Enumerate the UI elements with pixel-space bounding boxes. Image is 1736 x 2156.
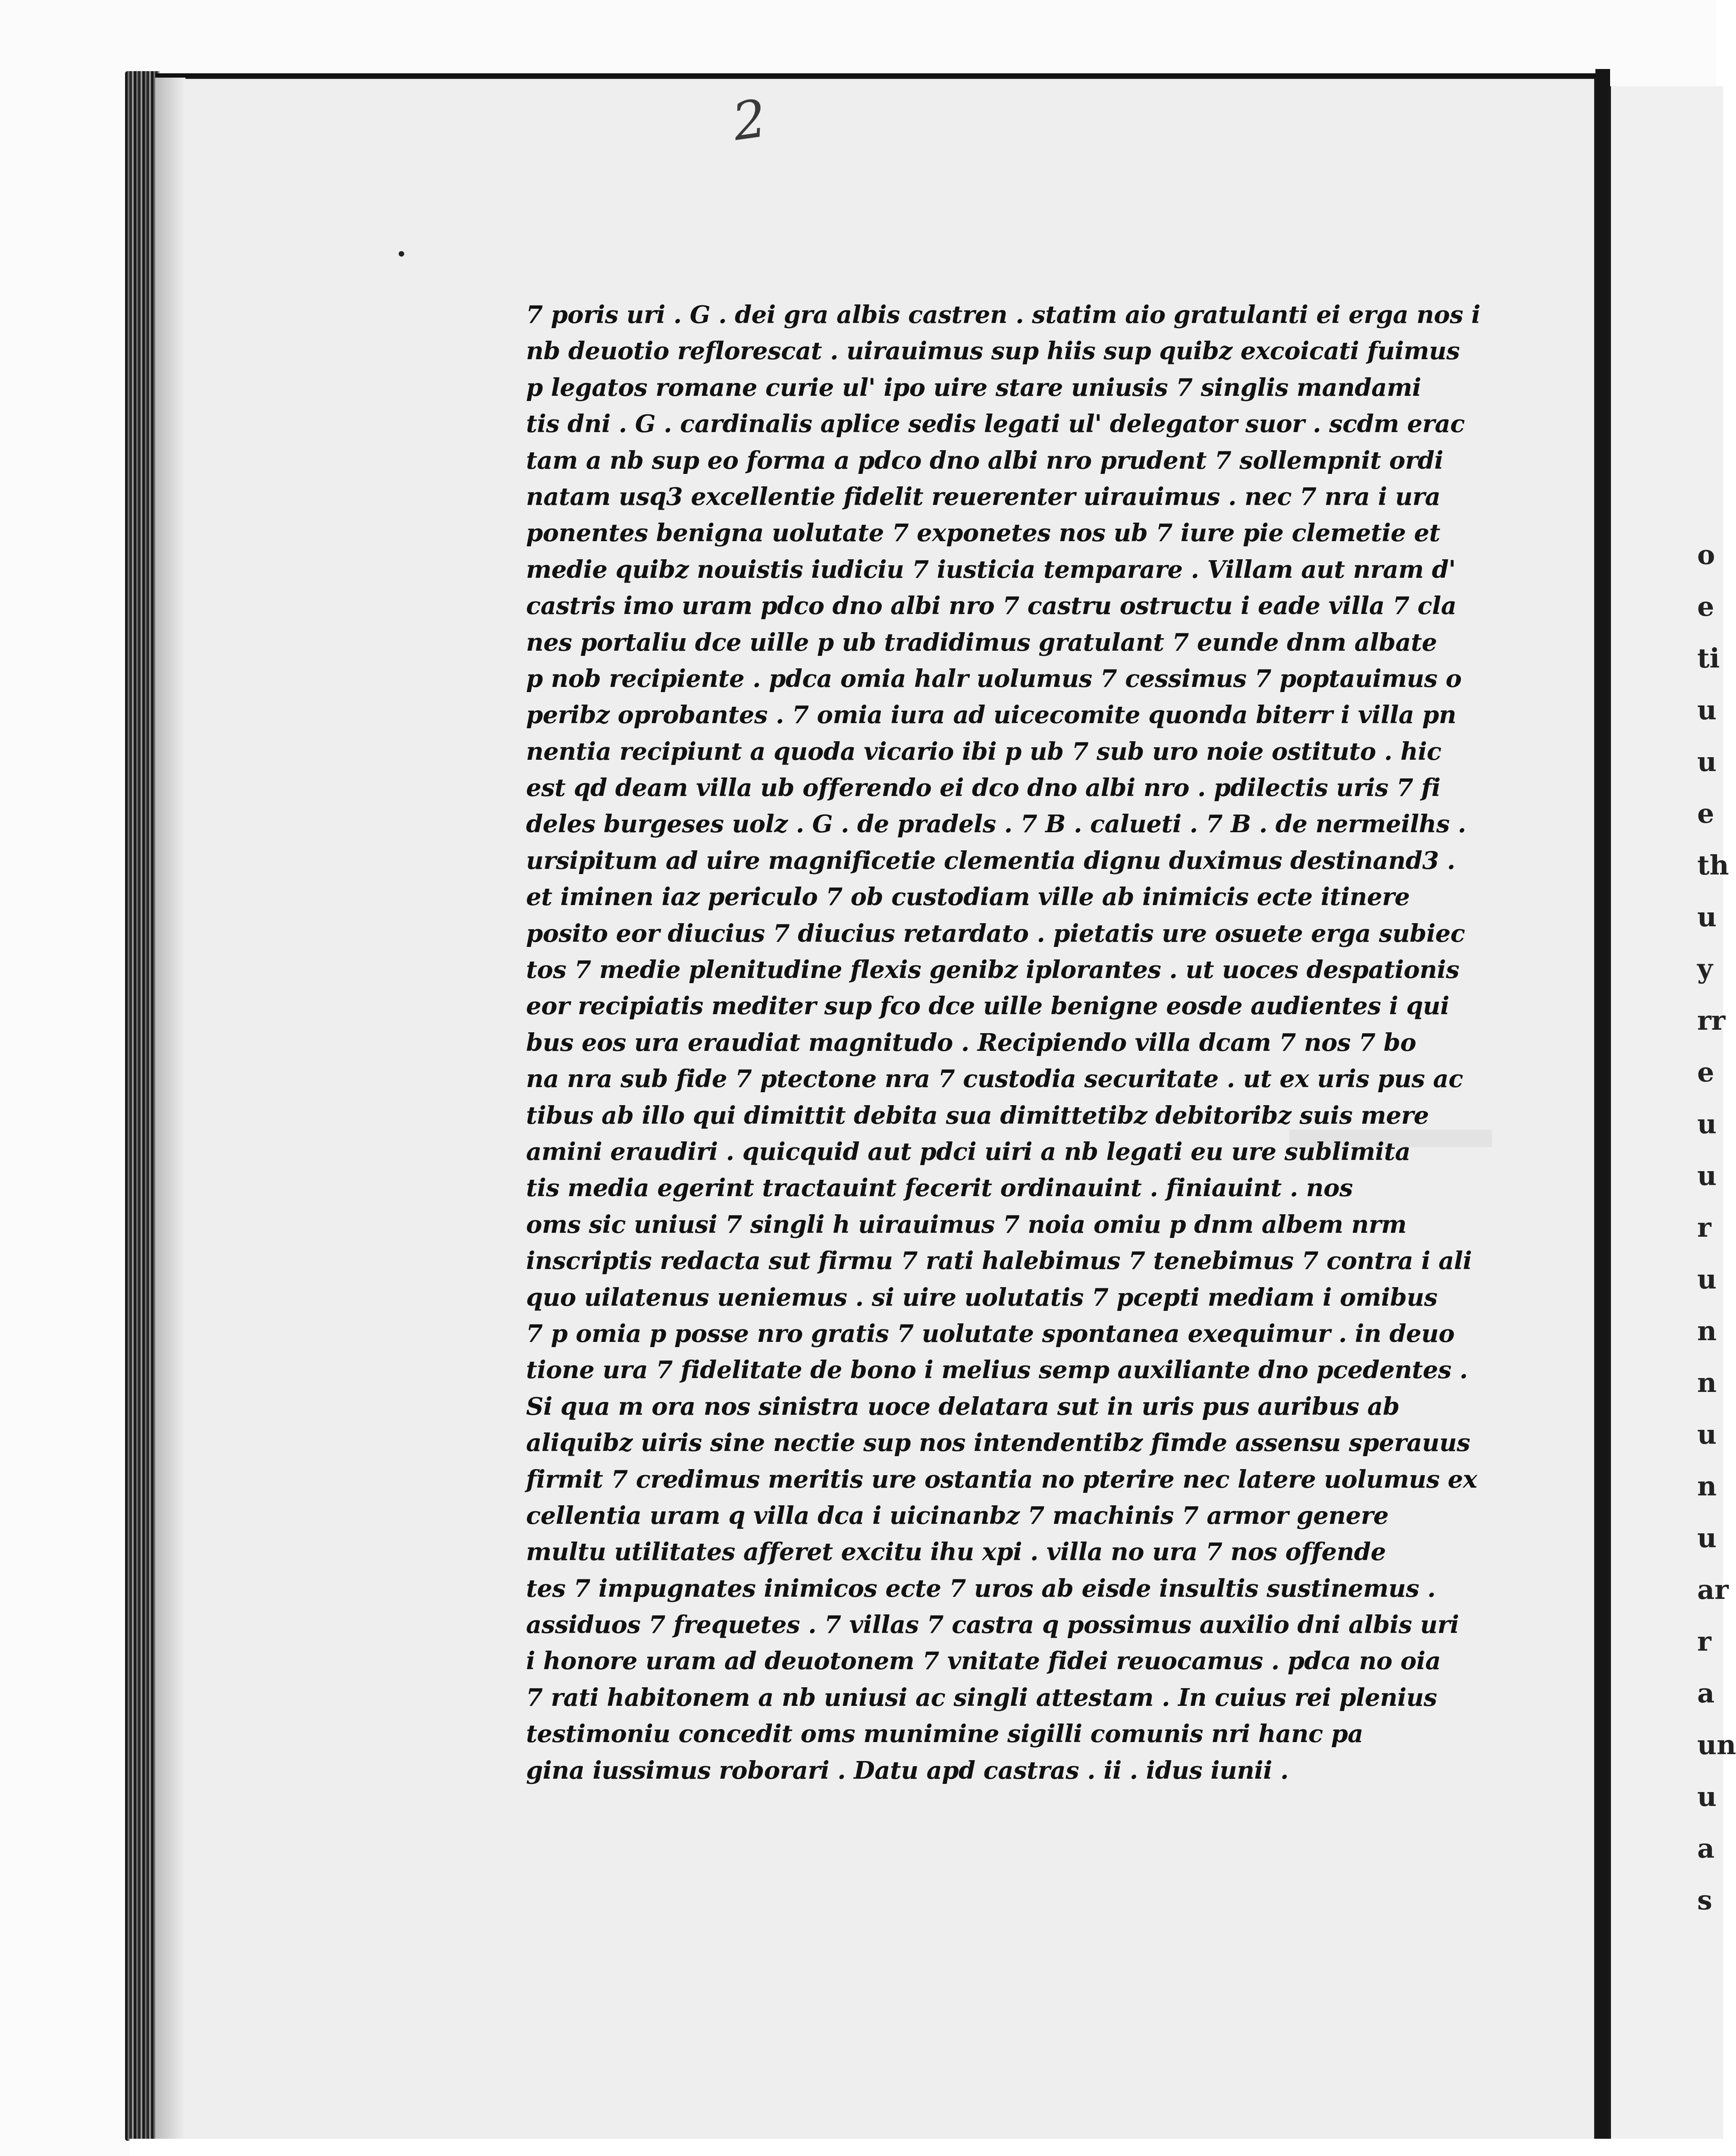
- facing-page-fragment: u: [1697, 746, 1717, 777]
- text-line: bus eos ura eraudiat magnitudo . Recipiendo villa dcam 7 nos 7 bo: [526, 1028, 1416, 1057]
- text-line: tam a nb sup eo forma a pdco dno albi nro prudent 7 sollempnit ordi: [526, 446, 1444, 475]
- facing-page-fragment: u: [1697, 1419, 1717, 1450]
- text-line: peribz oprobantes . 7 omia iura ad uicecomite quonda biterr i villa pn: [526, 701, 1457, 730]
- margin-mark: •: [396, 244, 407, 266]
- text-line: ponentes benigna uolutate 7 exponetes nos ub 7 iure pie clemetie et: [526, 519, 1440, 548]
- text-line: tes 7 impugnates inimicos ecte 7 uros ab eisde insultis sustinemus .: [526, 1574, 1436, 1603]
- text-line: deles burgeses uolz . G . de pradels . 7 B . calueti . 7 B . de nermeilhs .: [526, 810, 1466, 839]
- facing-page-fragment: r: [1697, 1212, 1711, 1243]
- facing-page-fragment: ti: [1697, 642, 1720, 674]
- facing-page-fragment: u: [1697, 1781, 1717, 1812]
- facing-page-text-fragments: [1611, 86, 1736, 2139]
- text-line: ursipitum ad uire magnificetie clementia dignu duximus destinand3 .: [526, 846, 1455, 875]
- scan-bottom-margin: [129, 2139, 1716, 2156]
- facing-page-fragment: e: [1697, 1056, 1714, 1088]
- facing-page-fragment: o: [1697, 539, 1715, 570]
- manuscript-text-block: [526, 297, 1492, 1789]
- facing-page-fragment: u: [1697, 1108, 1717, 1140]
- text-line: castris imo uram pdco dno albi nro 7 castru ostructu i eade villa 7 cla: [526, 592, 1457, 620]
- text-line: p legatos romane curie ul' ipo uire stare uniusis 7 singlis mandami: [526, 373, 1421, 402]
- facing-page-fragment: n: [1697, 1367, 1717, 1398]
- facing-page-fragment: ar: [1697, 1574, 1729, 1605]
- text-line: tis dni . G . cardinalis aplice sedis legati ul' delegator suor . scdm erac: [526, 410, 1465, 439]
- text-line: est qd deam villa ub offerendo ei dco dno albi nro . pdilectis uris 7 fi: [526, 774, 1441, 802]
- facing-page-fragment: e: [1697, 591, 1714, 622]
- text-line: medie quibz nouistis iudiciu 7 iusticia temparare . Villam aut nram d': [526, 555, 1456, 584]
- text-line: 7 rati habitonem a nb uniusi ac singli attestam . In cuius rei plenius: [526, 1683, 1437, 1712]
- facing-page-fragment: a: [1697, 1677, 1715, 1709]
- facing-page-fragment: un: [1697, 1729, 1736, 1761]
- text-line: inscriptis redacta sut firmu 7 rati halebimus 7 tenebimus 7 contra i ali: [526, 1247, 1472, 1275]
- text-line: et iminen iaz periculo 7 ob custodiam ville ab inimicis ecte itinere: [526, 883, 1410, 912]
- text-line: 7 p omia p posse nro gratis 7 uolutate spontanea exequimur . in deuo: [526, 1319, 1455, 1348]
- facing-page-fragment: u: [1697, 1160, 1717, 1191]
- facing-page-fragment: u: [1697, 1263, 1717, 1295]
- facing-page-fragment: a: [1697, 1833, 1715, 1864]
- text-line: nb deuotio reflorescat . uirauimus sup hiis sup quibz excoicati fuimus: [526, 337, 1460, 366]
- text-line: natam usq3 excellentie fidelit reuerenter uirauimus . nec 7 nra i ura: [526, 482, 1441, 511]
- text-line: quo uilatenus ueniemus . si uire uolutatis 7 pcepti mediam i omibus: [526, 1283, 1438, 1312]
- text-line: aliquibz uiris sine nectie sup nos intendentibz fimde assensu sperauus: [526, 1429, 1470, 1457]
- text-line: tibus ab illo qui dimittit debita sua dimittetibz debitoribz suis mere: [526, 1101, 1429, 1130]
- text-line: cellentia uram q villa dca i uicinanbz 7 machinis 7 armor genere: [526, 1501, 1389, 1530]
- text-line: oms sic uniusi 7 singli h uirauimus 7 noia omiu p dnm albem nrm: [526, 1210, 1407, 1239]
- text-line: assiduos 7 frequetes . 7 villas 7 castra q possimus auxilio dni albis uri: [526, 1611, 1459, 1639]
- text-line: firmit 7 credimus meritis ure ostantia no pterire nec latere uolumus ex: [526, 1465, 1477, 1494]
- book-gutter: [1595, 69, 1610, 2147]
- facing-page-fragment: n: [1697, 1315, 1717, 1347]
- facing-page: [1608, 86, 1736, 2139]
- text-line: eor recipiatis mediter sup fco dce uille benigne eosde audientes i qui: [526, 992, 1449, 1021]
- book-page-edges: [125, 71, 160, 2141]
- folio-number: 2: [729, 88, 770, 153]
- text-line: tos 7 medie plenitudine flexis genibz iplorantes . ut uoces despationis: [526, 956, 1460, 984]
- facing-page-fragment: u: [1697, 694, 1717, 726]
- text-line: p nob recipiente . pdca omia halr uolumus 7 cessimus 7 poptauimus o: [526, 664, 1462, 693]
- facing-page-fragment: th: [1697, 849, 1729, 881]
- text-line: nes portaliu dce uille p ub tradidimus gratulant 7 eunde dnm albate: [526, 628, 1437, 657]
- text-line: 7 poris uri . G . dei gra albis castren . statim aio gratulanti ei erga nos i: [526, 301, 1480, 329]
- text-line: nentia recipiunt a quoda vicario ibi p ub 7 sub uro noie ostituto . hic: [526, 737, 1441, 766]
- facing-page-fragment: u: [1697, 901, 1717, 933]
- text-line: i honore uram ad deuotonem 7 vnitate fidei reuocamus . pdca no oia: [526, 1647, 1441, 1676]
- facing-page-fragment: rr: [1697, 1005, 1726, 1036]
- gutter-shadow: [155, 78, 185, 2147]
- facing-page-fragment: u: [1697, 1522, 1717, 1554]
- text-line: Si qua m ora nos sinistra uoce delatara sut in uris pus auribus ab: [526, 1392, 1400, 1421]
- text-line: testimoniu concedit oms munimine sigilli comunis nri hanc pa: [526, 1720, 1363, 1749]
- text-line: posito eor diucius 7 diucius retardato . pietatis ure osuete erga subiec: [526, 919, 1465, 948]
- text-line: gina iussimus roborari . Datu apd castras . ii . idus iunii .: [526, 1756, 1289, 1785]
- facing-page-fragment: s: [1697, 1884, 1712, 1916]
- text-line: na nra sub fide 7 ptectone nra 7 custodia securitate . ut ex uris pus ac: [526, 1065, 1463, 1094]
- facing-page-fragment: r: [1697, 1626, 1711, 1657]
- facing-page-fragment: n: [1697, 1470, 1717, 1502]
- text-line: tione ura 7 fidelitate de bono i melius semp auxiliante dno pcedentes .: [526, 1356, 1468, 1385]
- facing-page-fragment: e: [1697, 798, 1714, 829]
- text-line: multu utilitates afferet excitu ihu xpi . villa no ura 7 nos offende: [526, 1538, 1386, 1567]
- text-line: amini eraudiri . quicquid aut pdci uiri a nb legati eu ure sublimita: [526, 1137, 1410, 1166]
- text-line: tis media egerint tractauint fecerit ordinauint . finiauint . nos: [526, 1174, 1353, 1203]
- facing-page-fragment: y: [1697, 953, 1713, 984]
